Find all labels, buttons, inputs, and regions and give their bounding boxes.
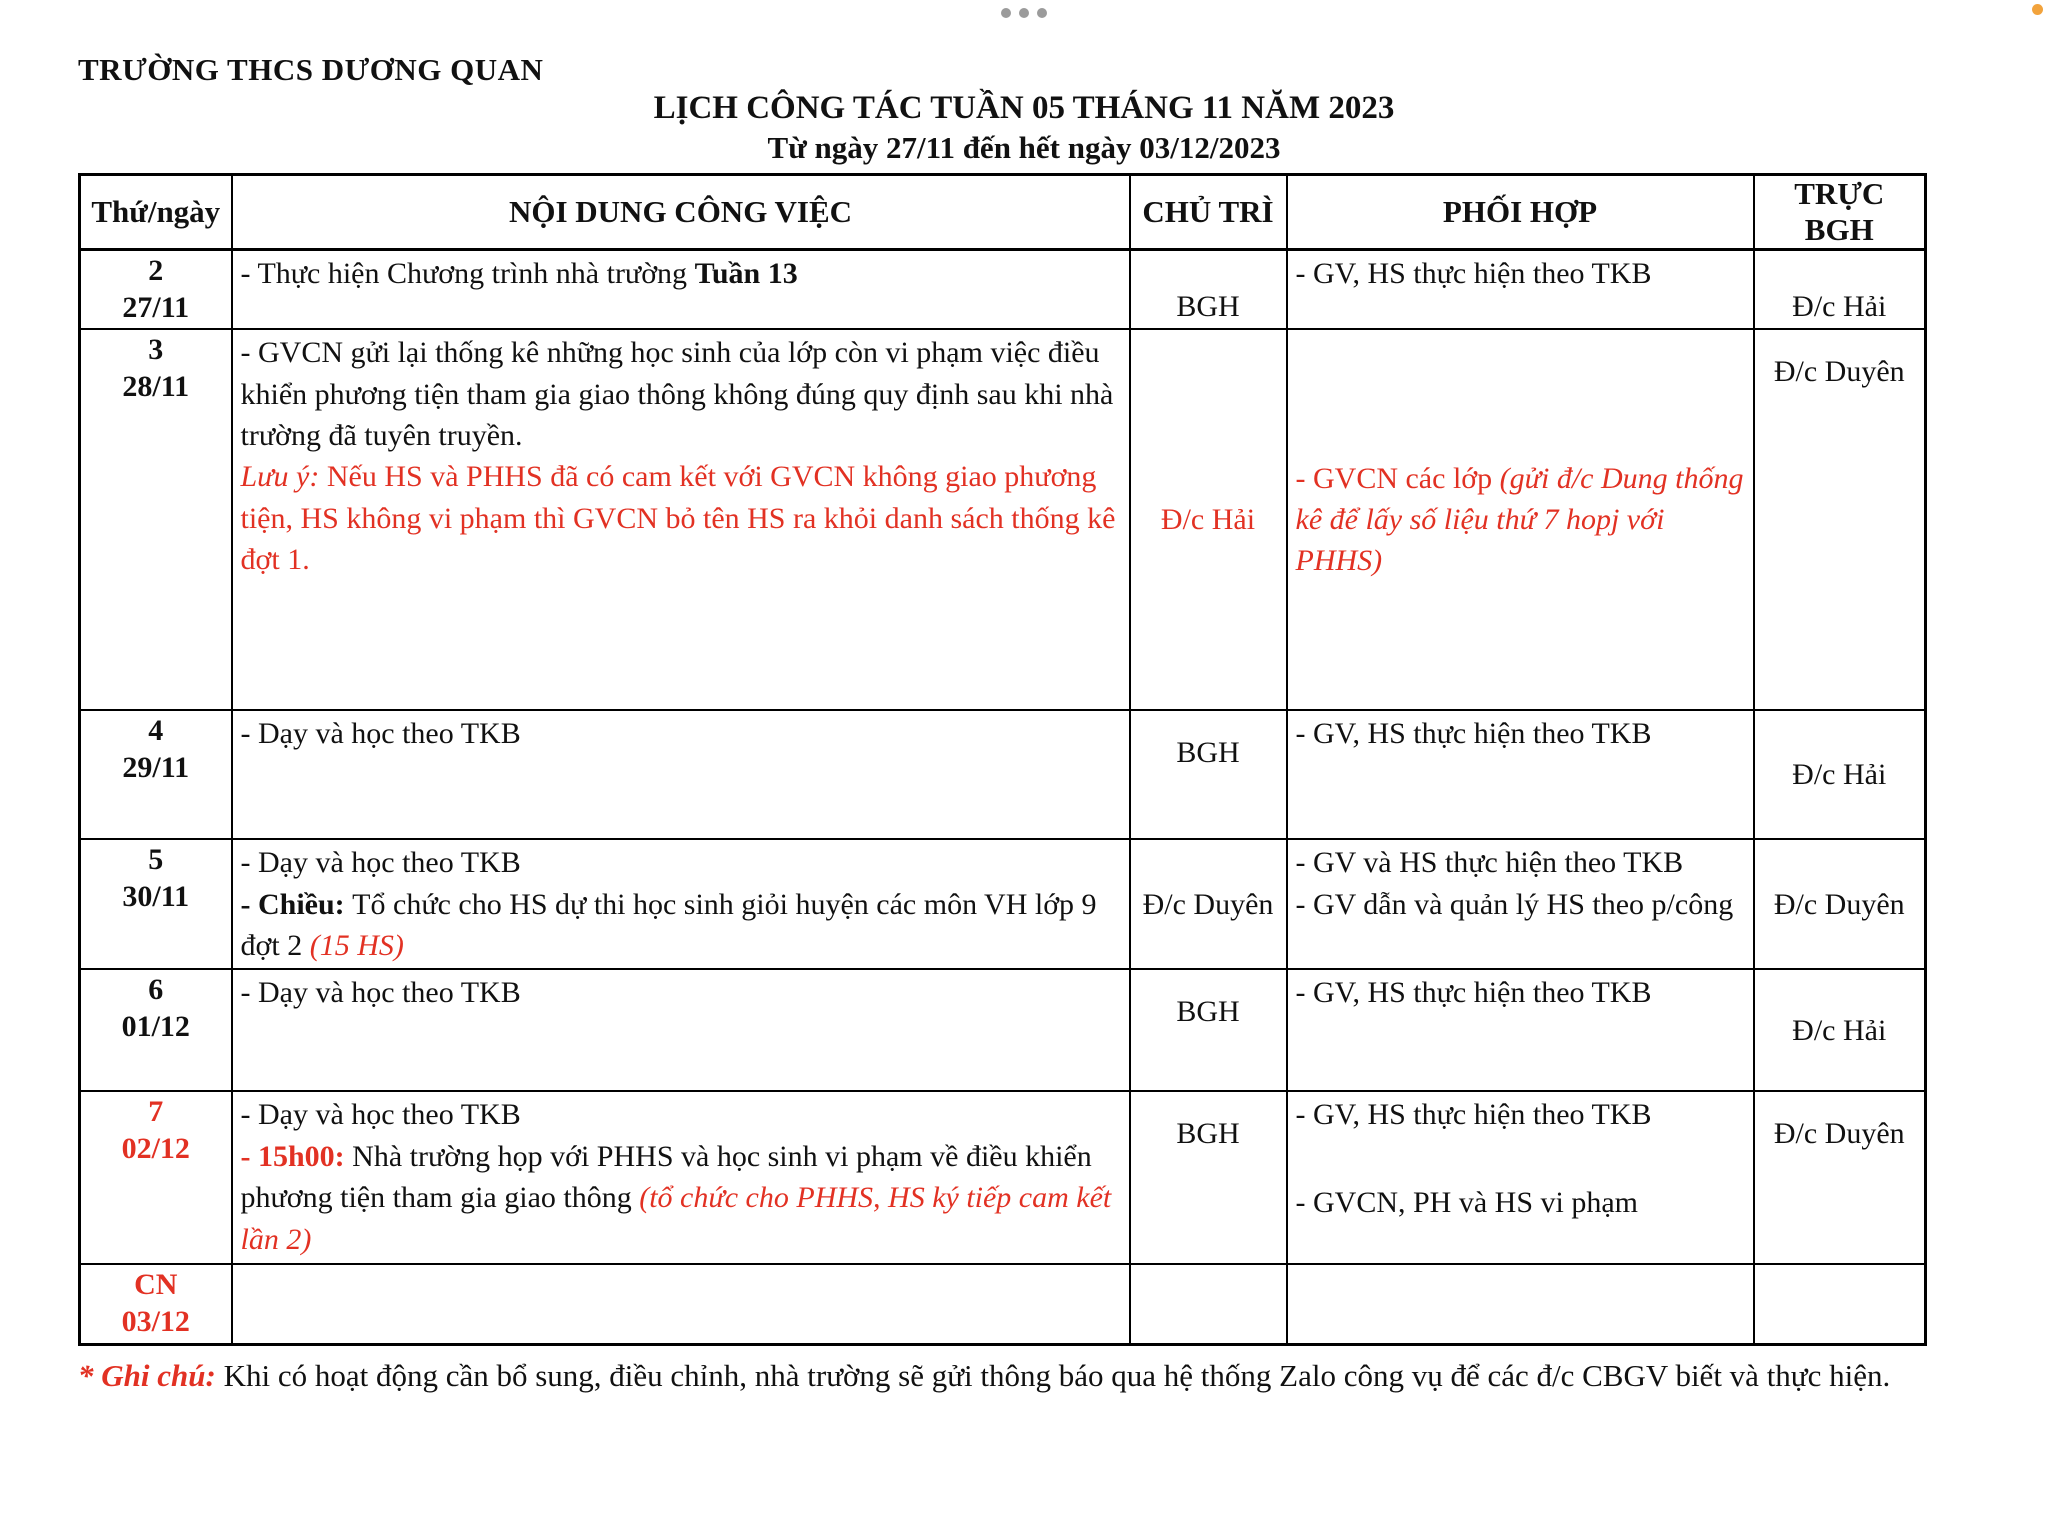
- paragraph: [241, 1094, 1121, 1135]
- day-cell: [80, 969, 232, 1091]
- paragraph: [241, 1136, 1121, 1260]
- phoihop-cell: [1287, 710, 1754, 839]
- text-segment: (tổ chức cho PHHS, HS ký tiếp cam kết lần 2): [240, 1181, 1112, 1256]
- text-segment: - GV, HS thực hiện theo TKB: [1295, 257, 1652, 290]
- text-segment: - Dạy và học theo TKB: [240, 976, 521, 1010]
- col-header-chutri: CHỦ TRÌ: [1130, 175, 1287, 250]
- text-segment: - Dạy và học theo TKB: [240, 846, 521, 880]
- chutri-cell: BGH: [1130, 1091, 1287, 1264]
- phoihop-cell: [1287, 839, 1754, 969]
- text-segment: - GV, HS thực hiện theo TKB: [1295, 717, 1652, 751]
- table-row: [80, 710, 1926, 839]
- trucbgh-cell: Đ/c Hải: [1754, 710, 1926, 839]
- paragraph: [241, 332, 1121, 456]
- day-date: 02/12: [121, 1131, 190, 1165]
- menu-dot: [1001, 8, 1011, 18]
- day-date: 29/11: [122, 750, 190, 784]
- phoihop-cell: [1287, 1264, 1754, 1344]
- table-header: [80, 175, 1926, 250]
- chutri-cell: BGH: [1130, 969, 1287, 1091]
- paragraph: [1296, 1094, 1745, 1135]
- paragraph: [1296, 972, 1745, 1013]
- paragraph: [241, 713, 1121, 754]
- school-name: TRƯỜNG THCS DƯƠNG QUAN: [78, 52, 544, 87]
- day-date: 03/12: [121, 1304, 190, 1338]
- col-header-phoihop: PHỐI HỢP: [1287, 175, 1754, 250]
- content-cell: [232, 710, 1130, 839]
- paragraph: [1296, 253, 1745, 294]
- text-segment: - GV, HS thực hiện theo TKB: [1295, 1098, 1652, 1132]
- day-number: 4: [148, 714, 164, 748]
- phoihop-cell: [1287, 250, 1754, 330]
- text-segment: - Dạy và học theo TKB: [240, 717, 521, 751]
- day-cell: [80, 710, 232, 839]
- content-cell: [232, 839, 1130, 969]
- notification-dot-icon: [2032, 4, 2043, 15]
- paragraph: [241, 456, 1121, 580]
- note-text: Khi có hoạt động cần bổ sung, điều chỉnh, nhà trường sẽ gửi thông báo qua hệ thống Zalo công vụ để các đ/c CBGV biết và thực hiện.: [215, 1357, 1891, 1393]
- page-subtitle: Từ ngày 27/11 đến hết ngày 03/12/2023: [767, 130, 1281, 165]
- trucbgh-cell: Đ/c Duyên: [1754, 839, 1926, 969]
- paragraph: [1296, 713, 1745, 754]
- chutri-cell: Đ/c Duyên: [1130, 839, 1287, 969]
- trucbgh-cell: Đ/c Duyên: [1754, 329, 1926, 710]
- text-segment: - GV dẫn và quản lý HS theo p/công: [1295, 887, 1734, 921]
- trucbgh-cell: Đ/c Hải: [1754, 969, 1926, 1091]
- day-number: 2: [148, 254, 164, 287]
- chutri-cell: BGH: [1130, 710, 1287, 839]
- text-segment: - GV và HS thực hiện theo TKB: [1295, 846, 1684, 880]
- text-segment: Nhà trường họp với PHHS và học sinh vi phạm về điều khiển phương tiện tham gia giao thông: [240, 1139, 1092, 1215]
- paragraph: [1296, 884, 1745, 925]
- day-number: 7: [148, 1095, 164, 1129]
- day-number: 6: [148, 973, 164, 1007]
- phoihop-cell: [1287, 329, 1754, 710]
- col-header-day: Thứ/ngày: [80, 175, 232, 250]
- table-row: [80, 969, 1926, 1091]
- paragraph: [241, 842, 1121, 883]
- schedule-table-body: [80, 250, 1926, 1345]
- day-cell: [80, 329, 232, 710]
- paragraph: [241, 972, 1121, 1013]
- footer-note: [78, 1354, 1974, 1398]
- trucbgh-cell: [1754, 1264, 1926, 1344]
- text-segment: Tuần 13: [694, 257, 798, 290]
- paragraph: [241, 884, 1121, 967]
- page-title: LỊCH CÔNG TÁC TUẦN 05 THÁNG 11 NĂM 2023: [653, 90, 1395, 126]
- text-segment: - GV, HS thực hiện theo TKB: [1295, 976, 1652, 1010]
- phoihop-cell: [1287, 969, 1754, 1091]
- table-row: [80, 329, 1926, 710]
- content-cell: [232, 1091, 1130, 1264]
- content-cell: [232, 969, 1130, 1091]
- phoihop-cell: [1287, 1091, 1754, 1264]
- note-label: * Ghi chú:: [78, 1357, 216, 1393]
- header-row: [80, 175, 1926, 250]
- day-cell: [80, 839, 232, 969]
- text-segment: Lưu ý:: [240, 460, 327, 494]
- table-row: [80, 1264, 1926, 1344]
- trucbgh-cell: Đ/c Hải: [1754, 250, 1926, 330]
- schedule-table: [78, 173, 1927, 1346]
- day-date: 28/11: [122, 369, 190, 403]
- paragraph: [1296, 842, 1745, 883]
- day-cell: [80, 1264, 232, 1344]
- day-cell: [80, 1091, 232, 1264]
- text-segment: - GVCN gửi lại thống kê những học sinh của lớp còn vi phạm việc điều khiển phương tiện tham gia giao thông không đúng quy định sau khi nhà trường đã tuyên truyền.: [240, 336, 1114, 452]
- text-segment: Tổ chức cho HS dự thi học sinh giỏi huyện các môn VH lớp 9 đợt 2: [240, 887, 1097, 962]
- text-segment: - 15h00:: [240, 1139, 353, 1173]
- chutri-cell: [1130, 1264, 1287, 1344]
- day-number: CN: [134, 1268, 178, 1302]
- text-segment: - GVCN các lớp: [1295, 461, 1500, 495]
- text-segment: (gửi đ/c Dung thống kê để lấy số liệu thứ 7 hopj với PHHS): [1295, 461, 1744, 578]
- text-segment: - Dạy và học theo TKB: [240, 1098, 521, 1132]
- text-segment: Nếu HS và PHHS đã có cam kết với GVCN không giao phương tiện, HS không vi phạm thì GVCN bỏ tên HS ra khỏi danh sách thống kê đợt 1.: [240, 460, 1116, 577]
- menu-dot: [1019, 8, 1029, 18]
- day-cell: [80, 250, 232, 330]
- content-cell: [232, 250, 1130, 330]
- content-cell: [232, 1264, 1130, 1344]
- table-row: [80, 839, 1926, 969]
- day-number: 3: [148, 333, 164, 367]
- col-header-trucbgh: TRỰC BGH: [1754, 175, 1926, 250]
- text-segment: (15 HS): [309, 928, 404, 962]
- chutri-cell: BGH: [1130, 250, 1287, 330]
- text-segment: - Thực hiện Chương trình nhà trường: [240, 257, 695, 290]
- paragraph: [241, 253, 1121, 294]
- day-date: 30/11: [122, 879, 190, 913]
- trucbgh-cell: Đ/c Duyên: [1754, 1091, 1926, 1264]
- paragraph: [1296, 1182, 1745, 1223]
- content-cell: [232, 329, 1130, 710]
- table-row: [80, 1091, 1926, 1264]
- col-header-content: NỘI DUNG CÔNG VIỆC: [232, 175, 1130, 250]
- more-options-icon[interactable]: [1001, 8, 1047, 18]
- day-number: 5: [148, 843, 164, 877]
- table-row: [80, 250, 1926, 330]
- day-date: 01/12: [121, 1009, 190, 1043]
- text-segment: - Chiều:: [240, 887, 353, 921]
- paragraph: [1296, 458, 1745, 582]
- text-segment: - GVCN, PH và HS vi phạm: [1295, 1185, 1638, 1219]
- chutri-cell: Đ/c Hải: [1130, 329, 1287, 710]
- day-date: 27/11: [122, 290, 190, 324]
- menu-dot: [1037, 8, 1047, 18]
